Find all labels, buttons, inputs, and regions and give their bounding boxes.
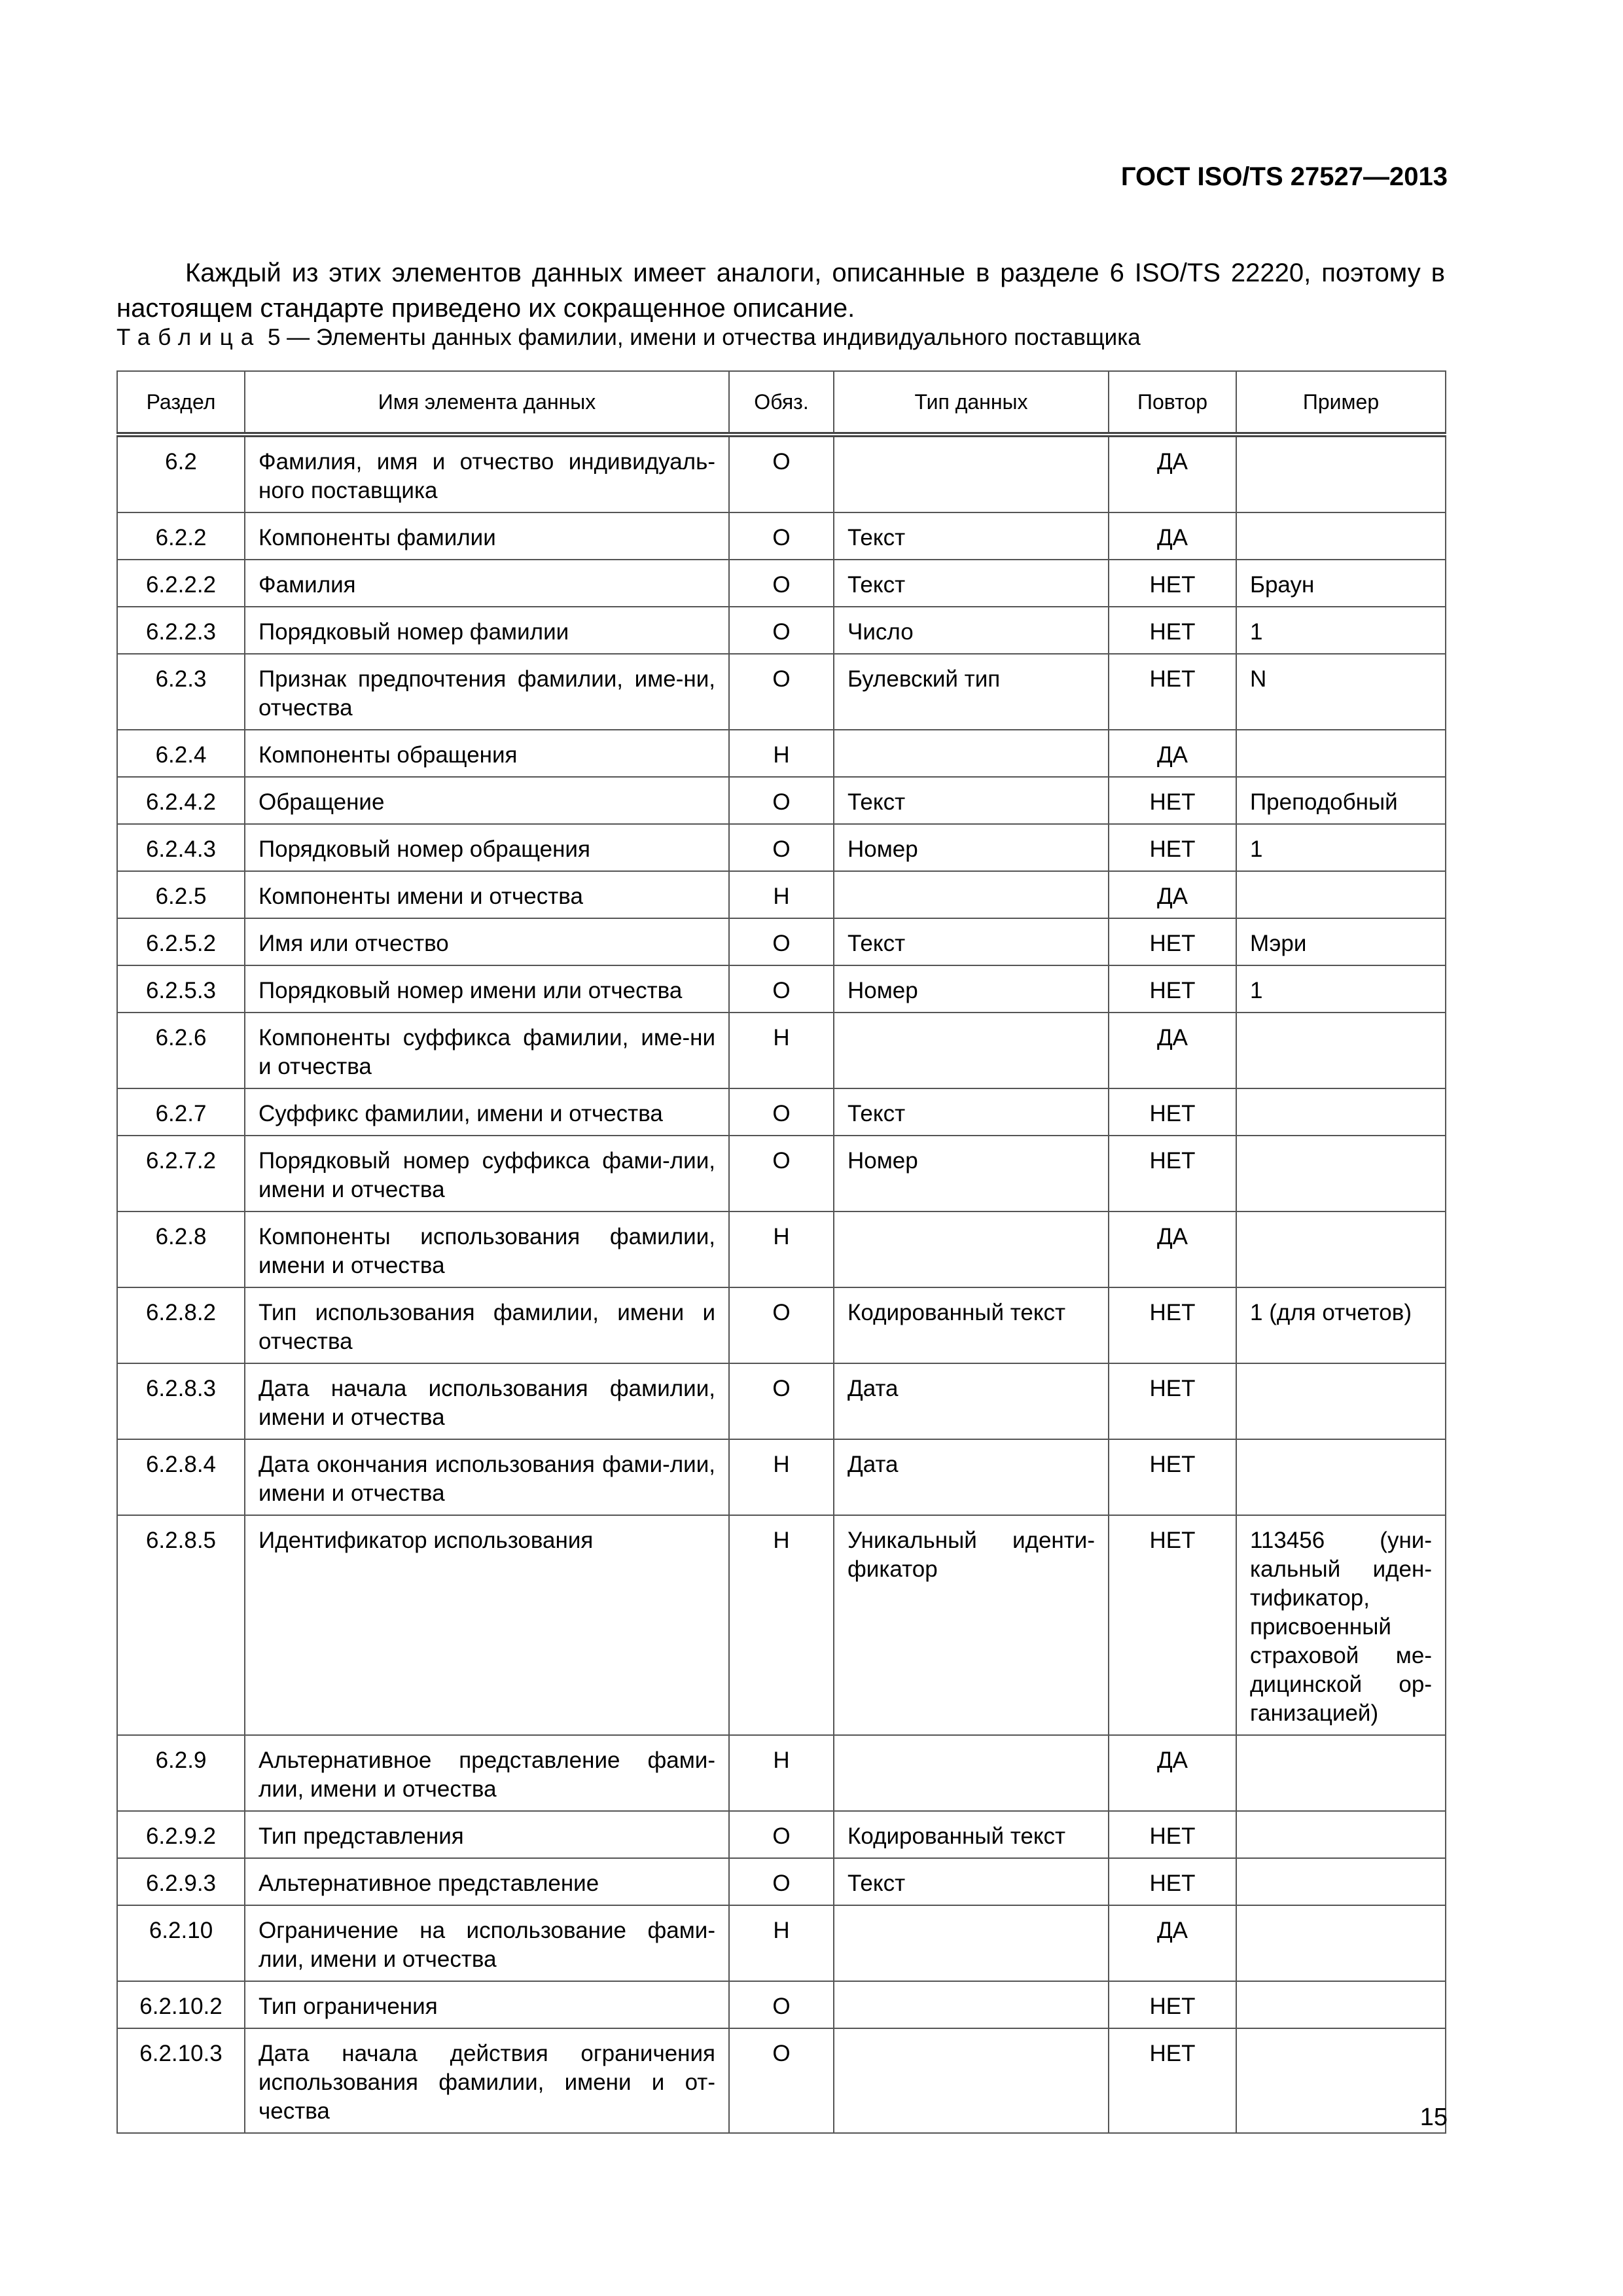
cell-example: Мэри bbox=[1236, 918, 1446, 965]
cell-example bbox=[1236, 1811, 1446, 1858]
cell-repeat: НЕТ bbox=[1109, 1136, 1236, 1211]
cell-data-type: Кодированный текст bbox=[834, 1287, 1109, 1363]
table-caption-title: 5 — Элементы данных фамилии, имени и отчества индивидуального поставщика bbox=[261, 325, 1141, 350]
cell-example bbox=[1236, 1439, 1446, 1515]
cell-example bbox=[1236, 1013, 1446, 1088]
table-row bbox=[117, 512, 1446, 560]
table-row bbox=[117, 965, 1446, 1013]
cell-data-type bbox=[834, 1211, 1109, 1287]
table-row bbox=[117, 1363, 1446, 1439]
cell-element-name: Компоненты обращения bbox=[245, 730, 729, 777]
cell-section: 6.2.4.2 bbox=[117, 777, 245, 824]
cell-required: О bbox=[729, 824, 834, 871]
cell-element-name: Признак предпочтения фамилии, име-ни, отчества bbox=[245, 654, 729, 730]
cell-element-name: Фамилия bbox=[245, 560, 729, 607]
cell-section: 6.2.9.3 bbox=[117, 1858, 245, 1905]
table-body bbox=[117, 435, 1446, 2133]
page-number: 15 bbox=[1419, 2104, 1448, 2131]
cell-element-name: Обращение bbox=[245, 777, 729, 824]
cell-section: 6.2.5.3 bbox=[117, 965, 245, 1013]
cell-section: 6.2.7.2 bbox=[117, 1136, 245, 1211]
cell-required: О bbox=[729, 2028, 834, 2133]
cell-element-name: Порядковый номер фамилии bbox=[245, 607, 729, 654]
cell-repeat: ДА bbox=[1109, 1211, 1236, 1287]
cell-repeat: ДА bbox=[1109, 871, 1236, 918]
cell-data-type: Текст bbox=[834, 1088, 1109, 1136]
cell-required: О bbox=[729, 1136, 834, 1211]
table-row bbox=[117, 1515, 1446, 1735]
table-row bbox=[117, 1088, 1446, 1136]
cell-repeat: НЕТ bbox=[1109, 965, 1236, 1013]
cell-repeat: ДА bbox=[1109, 730, 1236, 777]
cell-section: 6.2.10.2 bbox=[117, 1981, 245, 2028]
cell-example: Преподобный bbox=[1236, 777, 1446, 824]
cell-section: 6.2.8.2 bbox=[117, 1287, 245, 1363]
cell-data-type: Уникальный иденти-фикатор bbox=[834, 1515, 1109, 1735]
table-row bbox=[117, 607, 1446, 654]
cell-example bbox=[1236, 1981, 1446, 2028]
cell-element-name: Тип ограничения bbox=[245, 1981, 729, 2028]
cell-element-name: Альтернативное представление фами-лии, имени и отчества bbox=[245, 1735, 729, 1811]
column-header-required: Обяз. bbox=[729, 371, 834, 435]
cell-data-type: Текст bbox=[834, 918, 1109, 965]
cell-section: 6.2.8.5 bbox=[117, 1515, 245, 1735]
cell-required: О bbox=[729, 512, 834, 560]
table-row bbox=[117, 824, 1446, 871]
cell-section: 6.2.4.3 bbox=[117, 824, 245, 871]
cell-data-type: Кодированный текст bbox=[834, 1811, 1109, 1858]
cell-data-type: Булевский тип bbox=[834, 654, 1109, 730]
cell-element-name: Компоненты суффикса фамилии, име-ни и отчества bbox=[245, 1013, 729, 1088]
cell-required: О bbox=[729, 607, 834, 654]
cell-required: Н bbox=[729, 1735, 834, 1811]
table-row bbox=[117, 2028, 1446, 2133]
cell-element-name: Тип представления bbox=[245, 1811, 729, 1858]
cell-required: О bbox=[729, 965, 834, 1013]
cell-repeat: НЕТ bbox=[1109, 1287, 1236, 1363]
cell-example bbox=[1236, 871, 1446, 918]
cell-element-name: Компоненты использования фамилии, имени и отчества bbox=[245, 1211, 729, 1287]
cell-repeat: НЕТ bbox=[1109, 1811, 1236, 1858]
cell-element-name: Идентификатор использования bbox=[245, 1515, 729, 1735]
cell-section: 6.2.10.3 bbox=[117, 2028, 245, 2133]
cell-example bbox=[1236, 1088, 1446, 1136]
table-header-row bbox=[117, 371, 1446, 435]
column-header-data-type: Тип данных bbox=[834, 371, 1109, 435]
cell-data-type: Текст bbox=[834, 777, 1109, 824]
cell-repeat: НЕТ bbox=[1109, 777, 1236, 824]
cell-section: 6.2.2 bbox=[117, 512, 245, 560]
cell-required: Н bbox=[729, 1013, 834, 1088]
cell-section: 6.2.6 bbox=[117, 1013, 245, 1088]
cell-required: О bbox=[729, 1088, 834, 1136]
cell-example: 1 bbox=[1236, 607, 1446, 654]
table-row bbox=[117, 1981, 1446, 2028]
cell-repeat: НЕТ bbox=[1109, 1515, 1236, 1735]
column-header-element-name: Имя элемента данных bbox=[245, 371, 729, 435]
table-row bbox=[117, 871, 1446, 918]
table-row bbox=[117, 1858, 1446, 1905]
table-row bbox=[117, 777, 1446, 824]
cell-repeat: НЕТ bbox=[1109, 560, 1236, 607]
cell-data-type bbox=[834, 435, 1109, 512]
cell-repeat: НЕТ bbox=[1109, 654, 1236, 730]
cell-element-name: Фамилия, имя и отчество индивидуаль-ного поставщика bbox=[245, 435, 729, 512]
cell-repeat: ДА bbox=[1109, 1013, 1236, 1088]
cell-repeat: ДА bbox=[1109, 1905, 1236, 1981]
cell-example bbox=[1236, 1905, 1446, 1981]
cell-section: 6.2.5.2 bbox=[117, 918, 245, 965]
table-row bbox=[117, 918, 1446, 965]
cell-required: О bbox=[729, 1363, 834, 1439]
cell-data-type bbox=[834, 1981, 1109, 2028]
cell-element-name: Дата начала действия ограничения использования фамилии, имени и от-чества bbox=[245, 2028, 729, 2133]
cell-data-type bbox=[834, 871, 1109, 918]
cell-required: О bbox=[729, 918, 834, 965]
table-row bbox=[117, 1136, 1446, 1211]
data-elements-table bbox=[116, 370, 1446, 2134]
cell-required: О bbox=[729, 435, 834, 512]
cell-element-name: Ограничение на использование фами-лии, имени и отчества bbox=[245, 1905, 729, 1981]
cell-example: 1 (для отчетов) bbox=[1236, 1287, 1446, 1363]
table-row bbox=[117, 1905, 1446, 1981]
column-header-repeat: Повтор bbox=[1109, 371, 1236, 435]
cell-data-type: Дата bbox=[834, 1363, 1109, 1439]
cell-element-name: Тип использования фамилии, имени и отчества bbox=[245, 1287, 729, 1363]
cell-section: 6.2.8 bbox=[117, 1211, 245, 1287]
cell-example bbox=[1236, 730, 1446, 777]
cell-element-name: Суффикс фамилии, имени и отчества bbox=[245, 1088, 729, 1136]
cell-section: 6.2 bbox=[117, 435, 245, 512]
table-row bbox=[117, 1735, 1446, 1811]
cell-section: 6.2.9.2 bbox=[117, 1811, 245, 1858]
cell-required: Н bbox=[729, 871, 834, 918]
cell-data-type: Дата bbox=[834, 1439, 1109, 1515]
cell-repeat: НЕТ bbox=[1109, 1981, 1236, 2028]
cell-data-type: Номер bbox=[834, 1136, 1109, 1211]
cell-repeat: НЕТ bbox=[1109, 1088, 1236, 1136]
cell-required: О bbox=[729, 777, 834, 824]
cell-repeat: ДА bbox=[1109, 1735, 1236, 1811]
table-row bbox=[117, 1811, 1446, 1858]
standard-code: ГОСТ ISO/TS 27527—2013 bbox=[1120, 162, 1448, 191]
cell-data-type bbox=[834, 1905, 1109, 1981]
cell-required: Н bbox=[729, 1905, 834, 1981]
cell-example: N bbox=[1236, 654, 1446, 730]
cell-section: 6.2.7 bbox=[117, 1088, 245, 1136]
cell-element-name: Имя или отчество bbox=[245, 918, 729, 965]
table-caption-prefix: Таблица bbox=[116, 325, 262, 350]
cell-repeat: НЕТ bbox=[1109, 918, 1236, 965]
cell-example bbox=[1236, 1735, 1446, 1811]
cell-example: 1 bbox=[1236, 824, 1446, 871]
table-row bbox=[117, 435, 1446, 512]
cell-data-type: Номер bbox=[834, 965, 1109, 1013]
cell-data-type bbox=[834, 1735, 1109, 1811]
table-row bbox=[117, 1013, 1446, 1088]
column-header-section: Раздел bbox=[117, 371, 245, 435]
cell-element-name: Дата окончания использования фами-лии, имени и отчества bbox=[245, 1439, 729, 1515]
cell-section: 6.2.9 bbox=[117, 1735, 245, 1811]
intro-paragraph: Каждый из этих элементов данных имеет аналоги, описанные в разделе 6 ISO/TS 22220, поэтому в настоящем стандарте приведено их сокращенное описание. bbox=[116, 259, 1445, 323]
cell-section: 6.2.5 bbox=[117, 871, 245, 918]
cell-required: Н bbox=[729, 1439, 834, 1515]
cell-example bbox=[1236, 2028, 1446, 2133]
table-row bbox=[117, 560, 1446, 607]
cell-required: Н bbox=[729, 730, 834, 777]
cell-example: 1 bbox=[1236, 965, 1446, 1013]
column-header-example: Пример bbox=[1236, 371, 1446, 435]
cell-required: Н bbox=[729, 1211, 834, 1287]
cell-repeat: НЕТ bbox=[1109, 824, 1236, 871]
cell-required: О bbox=[729, 654, 834, 730]
cell-data-type bbox=[834, 1013, 1109, 1088]
cell-required: Н bbox=[729, 1515, 834, 1735]
cell-required: О bbox=[729, 560, 834, 607]
cell-repeat: НЕТ bbox=[1109, 2028, 1236, 2133]
cell-data-type: Номер bbox=[834, 824, 1109, 871]
cell-required: О bbox=[729, 1981, 834, 2028]
cell-section: 6.2.8.4 bbox=[117, 1439, 245, 1515]
cell-section: 6.2.3 bbox=[117, 654, 245, 730]
cell-section: 6.2.8.3 bbox=[117, 1363, 245, 1439]
cell-example: 113456 (уни-кальный иден-тификатор, присвоенный страховой ме-дицинской ор-ганизацией) bbox=[1236, 1515, 1446, 1735]
cell-repeat: НЕТ bbox=[1109, 1363, 1236, 1439]
cell-section: 6.2.2.3 bbox=[117, 607, 245, 654]
cell-data-type bbox=[834, 730, 1109, 777]
cell-repeat: ДА bbox=[1109, 512, 1236, 560]
cell-data-type bbox=[834, 2028, 1109, 2133]
cell-element-name: Альтернативное представление bbox=[245, 1858, 729, 1905]
cell-data-type: Число bbox=[834, 607, 1109, 654]
cell-element-name: Компоненты фамилии bbox=[245, 512, 729, 560]
cell-section: 6.2.4 bbox=[117, 730, 245, 777]
cell-required: О bbox=[729, 1858, 834, 1905]
cell-example bbox=[1236, 1858, 1446, 1905]
table-row bbox=[117, 730, 1446, 777]
table-row bbox=[117, 654, 1446, 730]
cell-example: Браун bbox=[1236, 560, 1446, 607]
cell-element-name: Порядковый номер суффикса фами-лии, имени и отчества bbox=[245, 1136, 729, 1211]
cell-repeat: НЕТ bbox=[1109, 607, 1236, 654]
table-row bbox=[117, 1287, 1446, 1363]
cell-data-type: Текст bbox=[834, 560, 1109, 607]
cell-section: 6.2.2.2 bbox=[117, 560, 245, 607]
cell-element-name: Порядковый номер обращения bbox=[245, 824, 729, 871]
cell-required: О bbox=[729, 1811, 834, 1858]
cell-element-name: Дата начала использования фамилии, имени и отчества bbox=[245, 1363, 729, 1439]
table-caption bbox=[116, 325, 1141, 351]
table-row bbox=[117, 1211, 1446, 1287]
cell-repeat: ДА bbox=[1109, 435, 1236, 512]
cell-repeat: НЕТ bbox=[1109, 1439, 1236, 1515]
cell-section: 6.2.10 bbox=[117, 1905, 245, 1981]
cell-data-type: Текст bbox=[834, 512, 1109, 560]
cell-example bbox=[1236, 1363, 1446, 1439]
cell-example bbox=[1236, 1211, 1446, 1287]
table-row bbox=[117, 1439, 1446, 1515]
cell-element-name: Порядковый номер имени или отчества bbox=[245, 965, 729, 1013]
cell-repeat: НЕТ bbox=[1109, 1858, 1236, 1905]
cell-example bbox=[1236, 435, 1446, 512]
cell-required: О bbox=[729, 1287, 834, 1363]
cell-element-name: Компоненты имени и отчества bbox=[245, 871, 729, 918]
cell-example bbox=[1236, 512, 1446, 560]
cell-example bbox=[1236, 1136, 1446, 1211]
cell-data-type: Текст bbox=[834, 1858, 1109, 1905]
